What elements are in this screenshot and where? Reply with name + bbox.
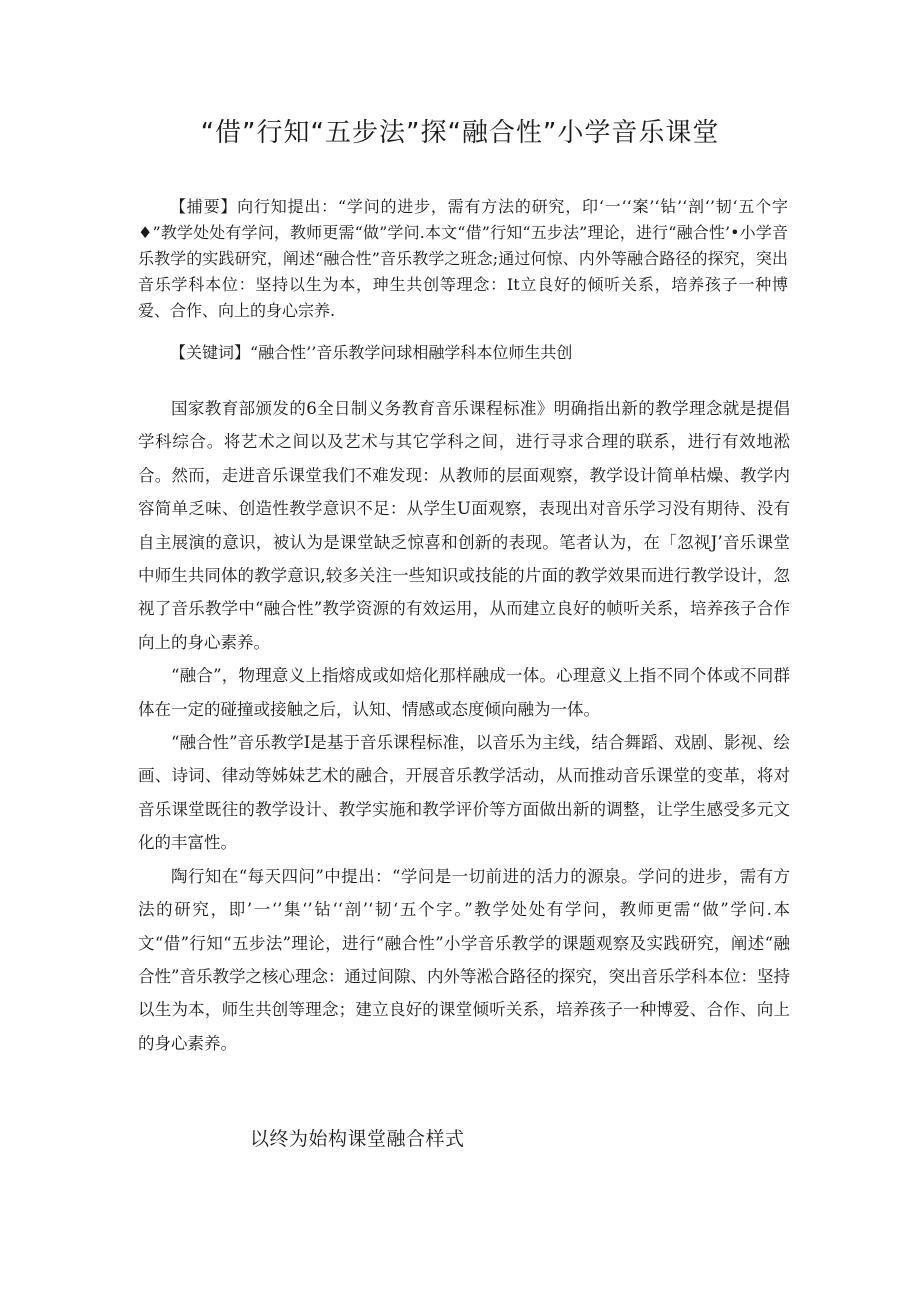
body-paragraph-2: “融合”，物理意义上指熔成或如焙化那样融成一体。心理意义上指不同个体或不同群体在一定的碰撞或接触之后，认知、情感或态度倾向融为一体。: [138, 666, 790, 719]
body-paragraph-1: 国家教育部颁发的6全日制义务教育音乐课程标准》明确指出新的教学理念就是提倡学科综合。将艺术之间以及艺术与其它学科之间，进行寻求合理的联系，进行有效地淞合。然而，走进音乐课堂我们不难发现：从教师的层面观察，教学设计简单枯燥、教学内容简单乏味、创造性教学意识不足：从学生U面观察，表现出对音乐学习没有期待、没有自主展演的意识，被认为是课堂缺乏惊喜和创新的表现。笔者认为，在「忽视J’音乐课堂中师生共同体的教学意识,较多关注一些知识或技能的片面的教学效果而进行教学设计，忽视了音乐教学中“融合性”教学资源的有效运用，从而建立良好的帧听关系，培养孩子合作向上的身心素养。: [138, 399, 790, 652]
document-title: “借”行知“五步法”探“融合性”小学音乐课堂: [200, 118, 720, 148]
keywords-line: 【关键词】“融合性’’音乐教学问球相融学科本位师生共创: [170, 343, 573, 362]
section-heading: 以终为始构课堂融合样式: [250, 1128, 465, 1150]
body-text: [138, 392, 790, 1060]
body-paragraph-3: “融合性”音乐教学I是基于音乐课程标准，以音乐为主线，结合舞蹈、戏剧、影视、绘画、诗词、律动等姊妹艺术的融合，开展音乐教学活动，从而推动音乐课堂的变革，将对音乐课堂既往的教学设计、教学实施和教学评价等方面做出新的调整，让学生感受多元文化的丰富性。: [138, 733, 790, 853]
abstract-paragraph: 【捕要】向行知提出：“学问的进步，需有方法的研究，印‘一‘‘案’‘钻’‘剖‘’韧‘五个字♦”教学处处有学问，教师更需“做”学问.本文“借”行知“五步法”理论，进行“融合性’•小学音乐教学的实践研究，阐述“融合性”音乐教学之班念;通过何惊、内外等融合路径的探究，突出音乐学科本位：坚持以生为本，珅生共创等理念：It立良好的倾听关系，培养孩子一种博爱、合作、向上的身心宗养.: [138, 197, 788, 320]
body-paragraph-4: 陶行知在“每天四问”中提出：“学问是一切前进的活力的源泉。学问的进步，需有方法的研究，即’一‘’集‘’钻‘‘剖’‘韧‘五个字。”教学处处有学问，教师更需“做”学问.本文“借”行知“五步法”理论，进行“融合性”小学音乐教学的课题观察及实践研究，阐述“融合性”音乐教学之核心理念：通过间隙、内外等淞合路径的探究，突出音乐学科本位：坚持以生为本，师生共创等理念；建立良好的课堂倾听关系，培养孩子一种博爱、合作、向上的身心素养。: [138, 866, 790, 1053]
